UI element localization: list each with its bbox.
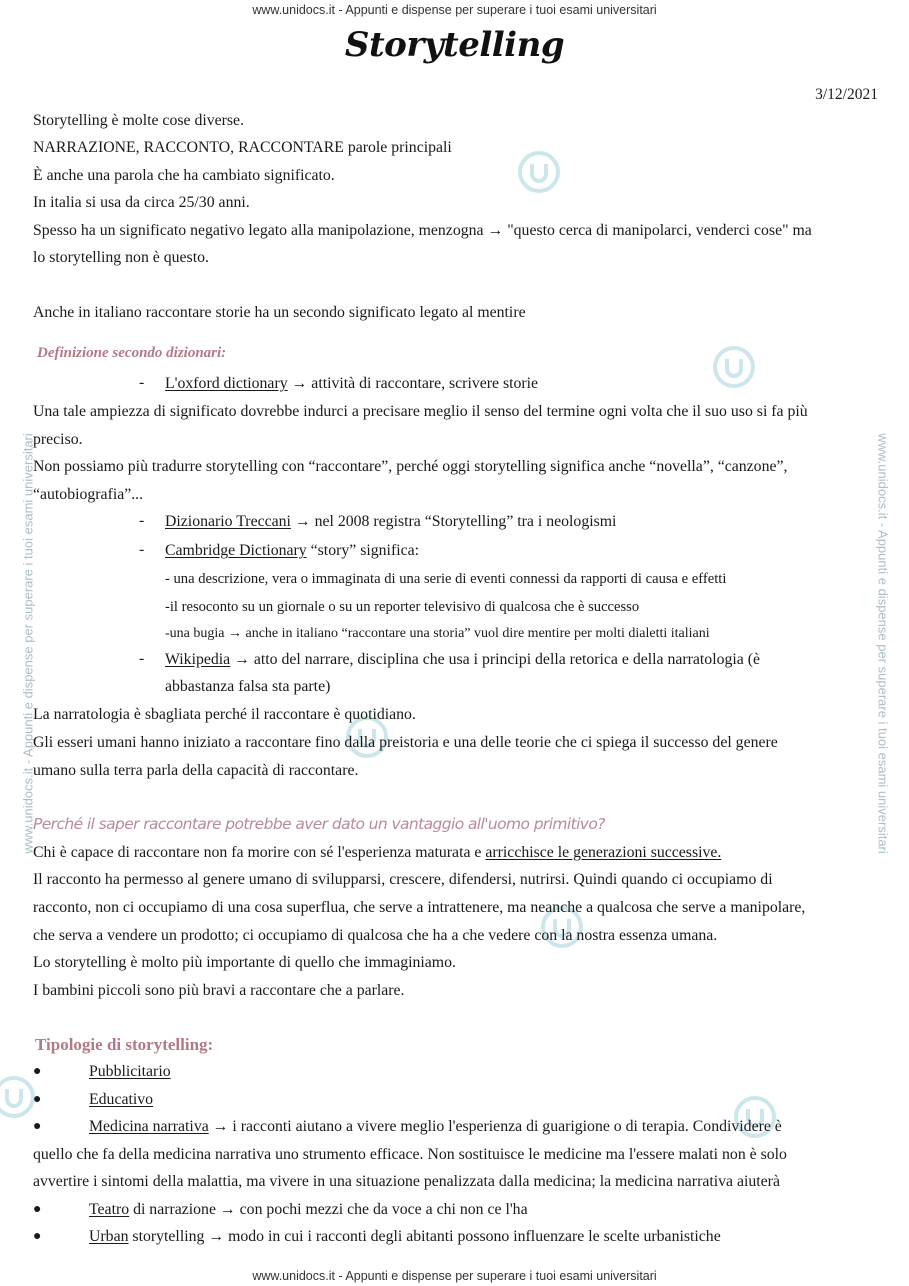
bullet-icon: ● bbox=[33, 1119, 42, 1134]
bullet-icon: ● bbox=[33, 1202, 42, 1217]
question-line-start: Chi è capace di raccontare non fa morire con sé l'esperienza maturata e bbox=[33, 844, 486, 861]
medicina-line: quello che fa della medicina narrativa uno strumento efficace. Non sostituisce le medicine ma l'essere malati non è solo bbox=[33, 1146, 787, 1163]
type-teatro bbox=[89, 1200, 528, 1220]
type-urban bbox=[89, 1227, 721, 1247]
cambridge-item: -una bugia → anche in italiano “raccontare una storia” vuol dire mentire per molti dialetti italiani bbox=[165, 626, 710, 641]
bullet-icon: ● bbox=[33, 1229, 42, 1244]
footer-watermark: www.unidocs.it - Appunti e dispense per superare i tuoi esami universitari bbox=[252, 1269, 657, 1283]
watermark-logo-icon bbox=[0, 1075, 36, 1119]
oxford-text: → attività di raccontare, scrivere storie bbox=[287, 375, 539, 392]
document-date: 3/12/2021 bbox=[815, 86, 878, 103]
question-heading: Perché il saper raccontare potrebbe aver dato un vantaggio all'uomo primitivo? bbox=[33, 815, 605, 833]
medicina-text: → i racconti aiutano a vivere meglio l'esperienza di guarigione o di terapia. Condividere è bbox=[208, 1118, 782, 1135]
list-dash: - bbox=[139, 541, 145, 558]
definitions-paragraph-line: “autobiografia”... bbox=[33, 486, 144, 503]
question-line-underlined: arricchisce le generazioni successive. bbox=[485, 844, 722, 861]
types-heading: Tipologie di storytelling: bbox=[35, 1035, 214, 1054]
question-line: racconto, non ci occupiamo di una cosa superflua, che serve a intrattenere, ma neanche a qualcosa che serve a manipolare, bbox=[33, 899, 806, 916]
urban-text: storytelling → modo in cui i racconti degli abitanti possono influenzare le scelte urbanistiche bbox=[128, 1228, 721, 1245]
header-watermark: www.unidocs.it - Appunti e dispense per superare i tuoi esami universitari bbox=[252, 3, 657, 17]
oxford-label: L'oxford dictionary bbox=[165, 375, 288, 392]
question-line bbox=[33, 843, 721, 863]
cambridge-entry bbox=[165, 541, 419, 561]
medicina-label: Medicina narrativa bbox=[89, 1118, 209, 1135]
narratology-line: umano sulla terra parla della capacità di raccontare. bbox=[33, 762, 359, 779]
wikipedia-text: → atto del narrare, disciplina che usa i principi della retorica e della narratologia (è bbox=[230, 651, 761, 668]
cambridge-item: -il resoconto su un giornale o su un reporter televisivo di qualcosa che è successo bbox=[165, 599, 640, 615]
narratology-line: La narratologia è sbagliata perché il raccontare è quotidiano. bbox=[33, 706, 416, 723]
list-dash: - bbox=[139, 512, 145, 529]
cambridge-label: Cambridge Dictionary bbox=[165, 542, 307, 559]
type-pubblicitario: Pubblicitario bbox=[89, 1063, 171, 1080]
page-title: Storytelling bbox=[344, 25, 565, 65]
right-side-watermark: www.unidocs.it - Appunti e dispense per superare i tuoi esami universitari bbox=[875, 433, 891, 854]
watermark-logo-icon bbox=[712, 345, 756, 389]
intro-line: In italia si usa da circa 25/30 anni. bbox=[33, 194, 250, 211]
bullet-icon: ● bbox=[33, 1092, 42, 1107]
intro-line: NARRAZIONE, RACCONTO, RACCONTARE parole principali bbox=[33, 139, 452, 156]
wikipedia-entry bbox=[165, 650, 760, 670]
list-dash: - bbox=[139, 374, 145, 391]
treccani-entry bbox=[165, 512, 616, 532]
type-educativo: Educativo bbox=[89, 1091, 154, 1108]
question-line: che serva a vendere un prodotto; ci occupiamo di qualcosa che ha a che vedere con la nostra essenza umana. bbox=[33, 927, 718, 944]
intro-line: Anche in italiano raccontare storie ha un secondo significato legato al mentire bbox=[33, 304, 526, 321]
intro-line: Spesso ha un significato negativo legato alla manipolazione, menzogna → "questo cerca di manipolarci, venderci cose" ma bbox=[33, 222, 812, 239]
question-line: Il racconto ha permesso al genere umano di svilupparsi, crescere, difendersi, nutrirsi. Quindi quando ci occupiamo di bbox=[33, 871, 773, 888]
cambridge-item: - una descrizione, vera o immaginata di una serie di eventi connessi da rapporti di causa e effetti bbox=[165, 571, 727, 587]
narratology-line: Gli esseri umani hanno iniziato a raccontare fino dalla preistoria e una delle teorie che ci spiega il successo del genere bbox=[33, 734, 778, 751]
definitions-paragraph-line: preciso. bbox=[33, 431, 83, 448]
urban-label: Urban bbox=[89, 1228, 129, 1245]
bullet-icon: ● bbox=[33, 1064, 42, 1079]
question-line: I bambini piccoli sono più bravi a raccontare che a parlare. bbox=[33, 982, 405, 999]
watermark-logo-icon bbox=[517, 150, 561, 194]
wikipedia-label: Wikipedia bbox=[165, 651, 231, 668]
definitions-paragraph-line: Una tale ampiezza di significato dovrebbe indurci a precisare meglio il senso del termine ogni volta che il suo uso si fa più bbox=[33, 403, 808, 420]
list-dash: - bbox=[139, 650, 145, 667]
teatro-label: Teatro bbox=[89, 1201, 130, 1218]
medicina-line: avvertire i sintomi della malattia, ma vivere in una situazione penalizzata dalla medicina; la medicina narrativa aiuterà bbox=[33, 1173, 780, 1190]
treccani-label: Dizionario Treccani bbox=[165, 513, 291, 530]
cambridge-text: “story” significa: bbox=[306, 542, 420, 559]
teatro-text: di narrazione → con pochi mezzi che da voce a chi non ce l'ha bbox=[129, 1201, 528, 1218]
intro-line: lo storytelling non è questo. bbox=[33, 249, 209, 266]
left-side-watermark: www.unidocs.it - Appunti e dispense per superare i tuoi esami universitari bbox=[20, 433, 36, 854]
question-line: Lo storytelling è molto più importante di quello che immaginiamo. bbox=[33, 954, 456, 971]
wikipedia-text-continued: abbastanza falsa sta parte) bbox=[165, 678, 331, 695]
oxford-entry bbox=[165, 374, 538, 394]
definitions-heading: Definizione secondo dizionari: bbox=[37, 345, 227, 361]
type-medicina bbox=[89, 1117, 782, 1137]
treccani-text: → nel 2008 registra “Storytelling” tra i neologismi bbox=[290, 513, 617, 530]
intro-line: È anche una parola che ha cambiato significato. bbox=[33, 167, 335, 184]
definitions-paragraph-line: Non possiamo più tradurre storytelling con “raccontare”, perché oggi storytelling significa anche “novella”, “canzone”, bbox=[33, 458, 788, 475]
intro-line: Storytelling è molte cose diverse. bbox=[33, 112, 245, 129]
